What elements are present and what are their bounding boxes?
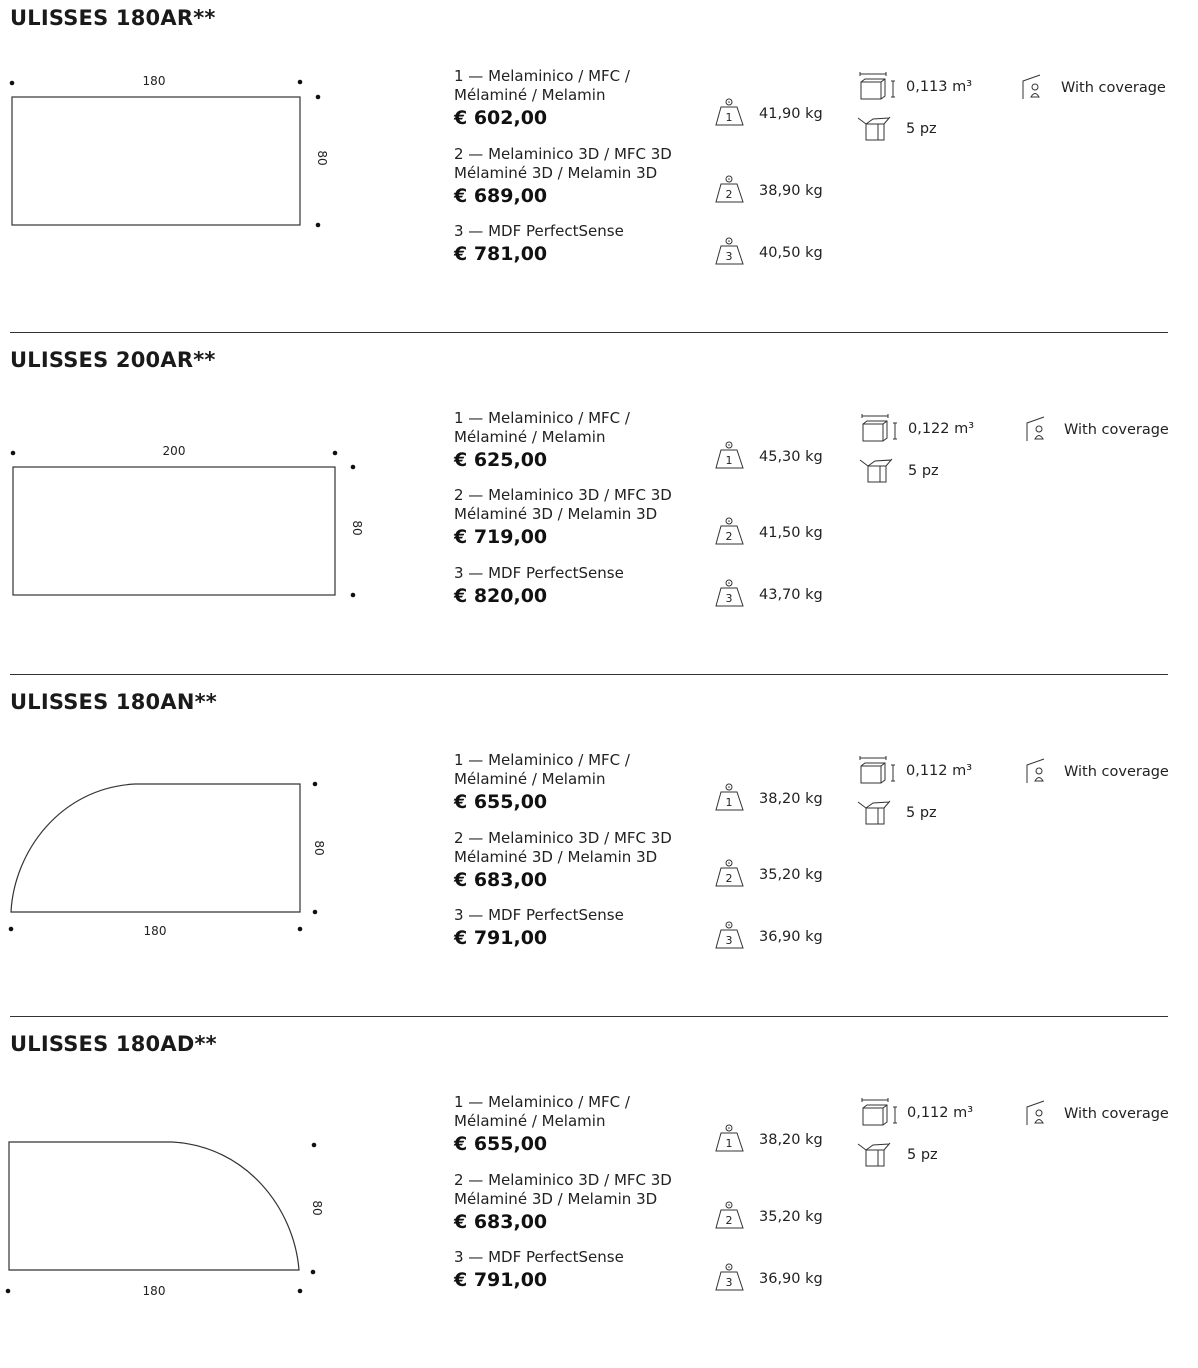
open-box-icon (856, 798, 894, 826)
package-volume: 0,113 m³ (906, 79, 973, 95)
weight-value: 41,50 kg (759, 525, 823, 541)
weight-icon (714, 98, 746, 128)
coverage-label: With coverage (1061, 80, 1166, 96)
variant-price: € 791,00 (454, 927, 548, 949)
package-volume: 0,112 m³ (906, 763, 973, 779)
weight-value: 38,20 kg (759, 1132, 823, 1148)
weight-icon (714, 237, 746, 267)
package-volume: 0,112 m³ (907, 1105, 974, 1121)
variant-block (454, 145, 714, 209)
product-section-180ad (0, 1026, 1198, 1368)
coverage-icon (1020, 73, 1044, 101)
package-dimensions-icon (858, 756, 898, 784)
section-divider (10, 674, 1168, 675)
weight-row (714, 517, 854, 547)
depth-dimension-label: 80 (312, 840, 326, 856)
variant-price: € 602,00 (454, 107, 548, 129)
variant-number: 2 (725, 530, 733, 543)
variant-name: Mélaminé 3D / Melamin 3D (454, 164, 658, 182)
depth-dimension-label: 80 (350, 520, 364, 536)
variant-name: 1 — Melaminico / MFC / (454, 751, 630, 769)
variant-name: Mélaminé / Melamin (454, 86, 606, 104)
variant-block (454, 1093, 714, 1157)
product-section-180an (0, 684, 1198, 1026)
product-title: ULISSES 180AD** (10, 1032, 217, 1056)
variant-name: 1 — Melaminico / MFC / (454, 409, 630, 427)
variant-price: € 655,00 (454, 1133, 548, 1155)
weight-value: 43,70 kg (759, 587, 823, 603)
variant-price: € 781,00 (454, 243, 548, 265)
variant-name: 3 — MDF PerfectSense (454, 906, 624, 924)
weight-row (714, 783, 854, 813)
pieces-row (856, 798, 966, 826)
coverage-row (1024, 1099, 1194, 1127)
table-top-drawing (0, 342, 440, 684)
package-dimensions-icon (858, 72, 898, 100)
weight-row (714, 579, 854, 609)
coverage-label: With coverage (1064, 764, 1169, 780)
weight-row (714, 441, 854, 471)
variant-block (454, 906, 714, 951)
variant-price: € 820,00 (454, 585, 548, 607)
variant-block (454, 486, 714, 550)
weight-icon (714, 441, 746, 471)
volume-row (858, 72, 998, 100)
variant-name: 1 — Melaminico / MFC / (454, 67, 630, 85)
variant-price: € 791,00 (454, 1269, 548, 1291)
weight-icon (714, 921, 746, 951)
variant-price: € 683,00 (454, 869, 548, 891)
variant-name: 1 — Melaminico / MFC / (454, 1093, 630, 1111)
variant-name: 2 — Melaminico 3D / MFC 3D (454, 829, 672, 847)
width-dimension-label: 180 (142, 1284, 166, 1298)
weight-row (714, 1124, 854, 1154)
coverage-icon (1024, 757, 1048, 785)
variant-price: € 625,00 (454, 449, 548, 471)
variant-block (454, 751, 714, 815)
width-dimension-label: 200 (162, 444, 186, 458)
variant-name: 3 — MDF PerfectSense (454, 564, 624, 582)
variant-block (454, 1248, 714, 1293)
variant-name: Mélaminé 3D / Melamin 3D (454, 505, 658, 523)
variant-number: 2 (725, 872, 733, 885)
package-dimensions-icon (860, 1098, 900, 1126)
product-title: ULISSES 180AN** (10, 690, 217, 714)
weight-icon (714, 579, 746, 609)
product-section-180ar (0, 0, 1198, 342)
section-divider (10, 1016, 1168, 1017)
variant-name: Mélaminé / Melamin (454, 770, 606, 788)
variant-name: Mélaminé 3D / Melamin 3D (454, 848, 658, 866)
weight-icon (714, 517, 746, 547)
variant-block (454, 829, 714, 893)
variant-number: 1 (725, 796, 733, 809)
table-top-drawing (0, 1026, 440, 1368)
variant-block (454, 67, 714, 131)
weight-icon (714, 1124, 746, 1154)
weight-value: 38,90 kg (759, 183, 823, 199)
table-top-drawing (0, 684, 440, 1026)
weight-row (714, 237, 854, 267)
depth-dimension-label: 80 (315, 150, 329, 166)
pieces-count: 5 pz (906, 121, 937, 137)
variant-number: 1 (725, 1137, 733, 1150)
variant-price: € 719,00 (454, 526, 548, 548)
weight-row (714, 1201, 854, 1231)
variant-name: 2 — Melaminico 3D / MFC 3D (454, 486, 672, 504)
weight-value: 36,90 kg (759, 1271, 823, 1287)
volume-row (858, 756, 998, 784)
open-box-icon (856, 1140, 894, 1168)
weight-row (714, 175, 854, 205)
variant-name: Mélaminé / Melamin (454, 428, 606, 446)
variant-name: Mélaminé 3D / Melamin 3D (454, 1190, 658, 1208)
depth-dimension-label: 80 (310, 1200, 324, 1216)
variant-name: Mélaminé / Melamin (454, 1112, 606, 1130)
variant-name: 2 — Melaminico 3D / MFC 3D (454, 145, 672, 163)
weight-row (714, 98, 854, 128)
package-dimensions-icon (860, 414, 900, 442)
coverage-row (1020, 73, 1190, 101)
weight-row (714, 859, 854, 889)
weight-value: 35,20 kg (759, 867, 823, 883)
coverage-icon (1024, 415, 1048, 443)
variant-number: 3 (725, 1276, 733, 1289)
variant-price: € 655,00 (454, 791, 548, 813)
pieces-row (856, 1140, 966, 1168)
coverage-label: With coverage (1064, 422, 1169, 438)
volume-row (860, 414, 1000, 442)
pieces-count: 5 pz (908, 463, 939, 479)
volume-row (860, 1098, 1000, 1126)
variant-number: 1 (725, 454, 733, 467)
weight-icon (714, 1263, 746, 1293)
open-box-icon (858, 456, 896, 484)
variant-number: 3 (725, 250, 733, 263)
coverage-row (1024, 757, 1194, 785)
weight-icon (714, 859, 746, 889)
variant-block (454, 222, 714, 267)
section-divider (10, 332, 1168, 333)
variant-name: 2 — Melaminico 3D / MFC 3D (454, 1171, 672, 1189)
package-volume: 0,122 m³ (908, 421, 975, 437)
weight-icon (714, 175, 746, 205)
pieces-count: 5 pz (907, 1147, 938, 1163)
product-title: ULISSES 180AR** (10, 6, 216, 30)
weight-row (714, 1263, 854, 1293)
open-box-icon (856, 114, 894, 142)
weight-value: 41,90 kg (759, 106, 823, 122)
coverage-row (1024, 415, 1194, 443)
variant-name: 3 — MDF PerfectSense (454, 1248, 624, 1266)
weight-value: 38,20 kg (759, 791, 823, 807)
product-title: ULISSES 200AR** (10, 348, 216, 372)
width-dimension-label: 180 (142, 74, 166, 88)
weight-icon (714, 783, 746, 813)
variant-block (454, 1171, 714, 1235)
table-top-drawing (0, 0, 440, 342)
product-section-200ar (0, 342, 1198, 684)
weight-value: 40,50 kg (759, 245, 823, 261)
variant-price: € 689,00 (454, 185, 548, 207)
pieces-count: 5 pz (906, 805, 937, 821)
width-dimension-label: 180 (143, 924, 167, 938)
variant-block (454, 564, 714, 609)
variant-name: 3 — MDF PerfectSense (454, 222, 624, 240)
pieces-row (856, 114, 966, 142)
variant-number: 3 (725, 934, 733, 947)
weight-row (714, 921, 854, 951)
weight-value: 36,90 kg (759, 929, 823, 945)
variant-number: 1 (725, 111, 733, 124)
variant-price: € 683,00 (454, 1211, 548, 1233)
pieces-row (858, 456, 968, 484)
variant-block (454, 409, 714, 473)
coverage-icon (1024, 1099, 1048, 1127)
weight-icon (714, 1201, 746, 1231)
weight-value: 45,30 kg (759, 449, 823, 465)
coverage-label: With coverage (1064, 1106, 1169, 1122)
variant-number: 2 (725, 1214, 733, 1227)
weight-value: 35,20 kg (759, 1209, 823, 1225)
variant-number: 3 (725, 592, 733, 605)
variant-number: 2 (725, 188, 733, 201)
